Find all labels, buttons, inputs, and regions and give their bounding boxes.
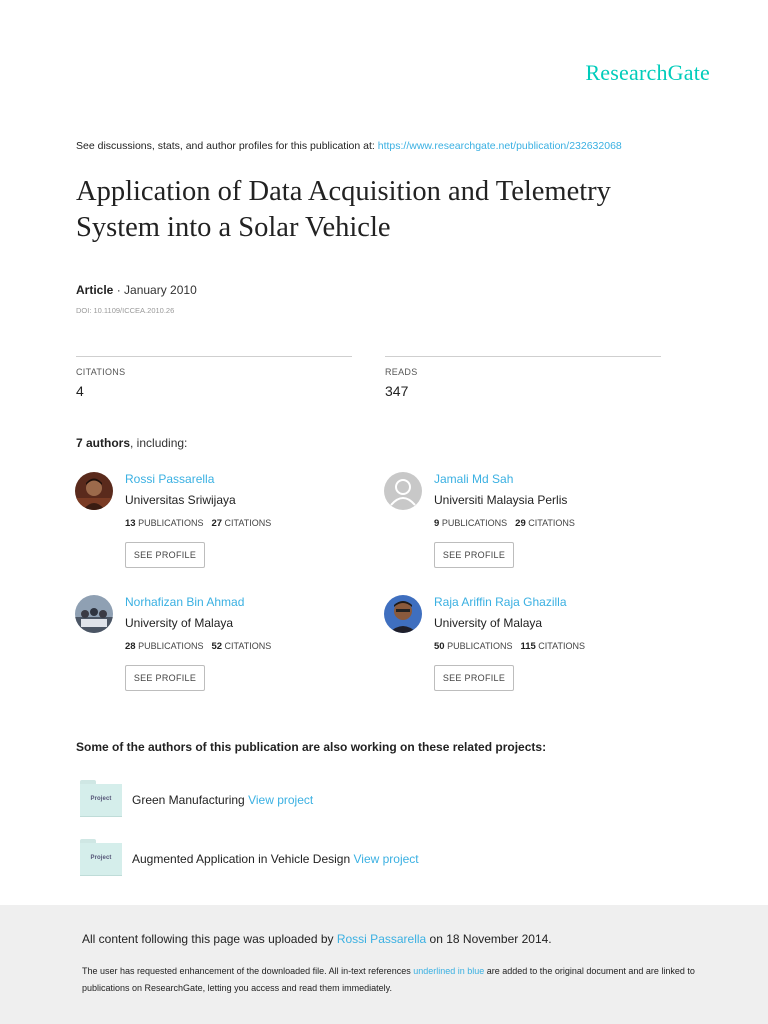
author-name-link[interactable]: Raja Ariffin Raja Ghazilla bbox=[434, 595, 567, 609]
project-name: Augmented Application in Vehicle Design bbox=[132, 852, 354, 866]
citations-stat bbox=[76, 356, 352, 399]
publication-url-link[interactable]: https://www.researchgate.net/publication/232632068 bbox=[377, 140, 622, 152]
publications-label: PUBLICATIONS bbox=[138, 641, 204, 651]
uploader-link[interactable]: Rossi Passarella bbox=[336, 932, 427, 946]
see-text: See discussions, stats, and author profiles for this publication at: bbox=[76, 140, 378, 152]
publication-source-line bbox=[76, 140, 622, 152]
researchgate-logo[interactable]: ResearchGate bbox=[585, 60, 710, 85]
paper-title: Application of Data Acquisition and Telemetry System into a Solar Vehicle bbox=[76, 176, 611, 243]
folder-label: Project bbox=[90, 855, 112, 861]
author-institution: University of Malaya bbox=[125, 616, 234, 630]
upload-line bbox=[82, 932, 552, 946]
authors-heading bbox=[76, 436, 187, 450]
author-card bbox=[384, 595, 684, 705]
author-counts bbox=[434, 641, 585, 652]
author-name-link[interactable]: Norhafizan Bin Ahmad bbox=[125, 595, 245, 609]
project-item bbox=[80, 839, 680, 879]
reads-label: READS bbox=[385, 367, 418, 377]
project-folder-icon bbox=[80, 839, 122, 877]
enhancement-note bbox=[82, 963, 702, 997]
project-name: Green Manufacturing bbox=[132, 793, 249, 807]
citations-label: CITATIONS bbox=[224, 518, 272, 528]
project-text bbox=[132, 852, 419, 866]
author-photo bbox=[75, 472, 113, 510]
citations-value: 4 bbox=[76, 383, 84, 399]
author-avatar[interactable] bbox=[384, 595, 422, 633]
related-projects-heading: Some of the authors of this publication are also working on these related projects: bbox=[76, 740, 547, 754]
author-card bbox=[75, 472, 375, 582]
author-institution: Universitas Sriwijaya bbox=[125, 493, 236, 507]
paper-meta bbox=[76, 283, 197, 297]
project-text bbox=[132, 793, 313, 807]
paper-doi: DOI: 10.1109/ICCEA.2010.26 bbox=[76, 306, 175, 315]
note-blue-text: underlined in blue bbox=[413, 966, 485, 976]
publications-label: PUBLICATIONS bbox=[441, 518, 508, 528]
author-citations-count: 115 bbox=[520, 641, 536, 652]
author-publications-count: 13 bbox=[125, 518, 136, 529]
citations-label: CITATIONS bbox=[224, 641, 272, 651]
project-item bbox=[80, 780, 680, 820]
citations-label: CITATIONS bbox=[528, 518, 575, 528]
author-citations-count: 52 bbox=[211, 641, 223, 652]
note-prefix: The user has requested enhancement of the downloaded file. All in-text references bbox=[82, 966, 414, 976]
author-counts bbox=[434, 518, 575, 529]
author-avatar[interactable] bbox=[75, 472, 113, 510]
view-project-link[interactable]: View project bbox=[248, 793, 314, 807]
see-profile-button[interactable]: SEE PROFILE bbox=[434, 542, 514, 568]
footer-panel bbox=[0, 905, 768, 1024]
upload-suffix: on 18 November 2014. bbox=[426, 932, 552, 946]
author-counts bbox=[125, 641, 271, 652]
see-profile-button[interactable]: SEE PROFILE bbox=[125, 542, 205, 568]
publications-label: PUBLICATIONS bbox=[138, 518, 204, 528]
paper-date: · January 2010 bbox=[116, 283, 197, 297]
folder-label: Project bbox=[90, 796, 112, 802]
author-card bbox=[384, 472, 684, 582]
author-publications-count: 28 bbox=[125, 641, 136, 652]
publications-label: PUBLICATIONS bbox=[447, 641, 513, 651]
upload-prefix: All content following this page was uploaded by bbox=[82, 932, 337, 946]
author-name-link[interactable]: Jamali Md Sah bbox=[434, 472, 514, 486]
paper-type: Article bbox=[76, 283, 114, 297]
author-avatar[interactable] bbox=[75, 595, 113, 633]
reads-value: 347 bbox=[385, 383, 409, 399]
author-citations-count: 29 bbox=[515, 518, 526, 529]
see-profile-button[interactable]: SEE PROFILE bbox=[434, 665, 514, 691]
author-publications-count: 50 bbox=[434, 641, 445, 652]
citations-label: CITATIONS bbox=[76, 367, 126, 377]
author-institution: Universiti Malaysia Perlis bbox=[434, 493, 568, 507]
reads-stat bbox=[385, 356, 661, 399]
author-name-link[interactable]: Rossi Passarella bbox=[125, 472, 215, 486]
view-project-link[interactable]: View project bbox=[353, 852, 419, 866]
author-institution: University of Malaya bbox=[434, 616, 543, 630]
author-avatar[interactable] bbox=[384, 472, 422, 510]
author-publications-count: 9 bbox=[434, 518, 440, 529]
default-avatar-icon bbox=[384, 472, 422, 510]
authors-count: 7 authors bbox=[76, 436, 131, 450]
author-photo bbox=[384, 595, 422, 633]
author-counts bbox=[125, 518, 271, 529]
author-citations-count: 27 bbox=[211, 518, 223, 529]
citations-label: CITATIONS bbox=[538, 641, 585, 651]
authors-suffix: , including: bbox=[130, 436, 188, 450]
note-suffix: are added to the original document and are linked to publications on ResearchGate, letting you access and read them immediately. bbox=[82, 966, 695, 993]
author-card bbox=[75, 595, 375, 705]
see-profile-button[interactable]: SEE PROFILE bbox=[125, 665, 205, 691]
author-photo bbox=[75, 595, 113, 633]
project-folder-icon bbox=[80, 780, 122, 818]
